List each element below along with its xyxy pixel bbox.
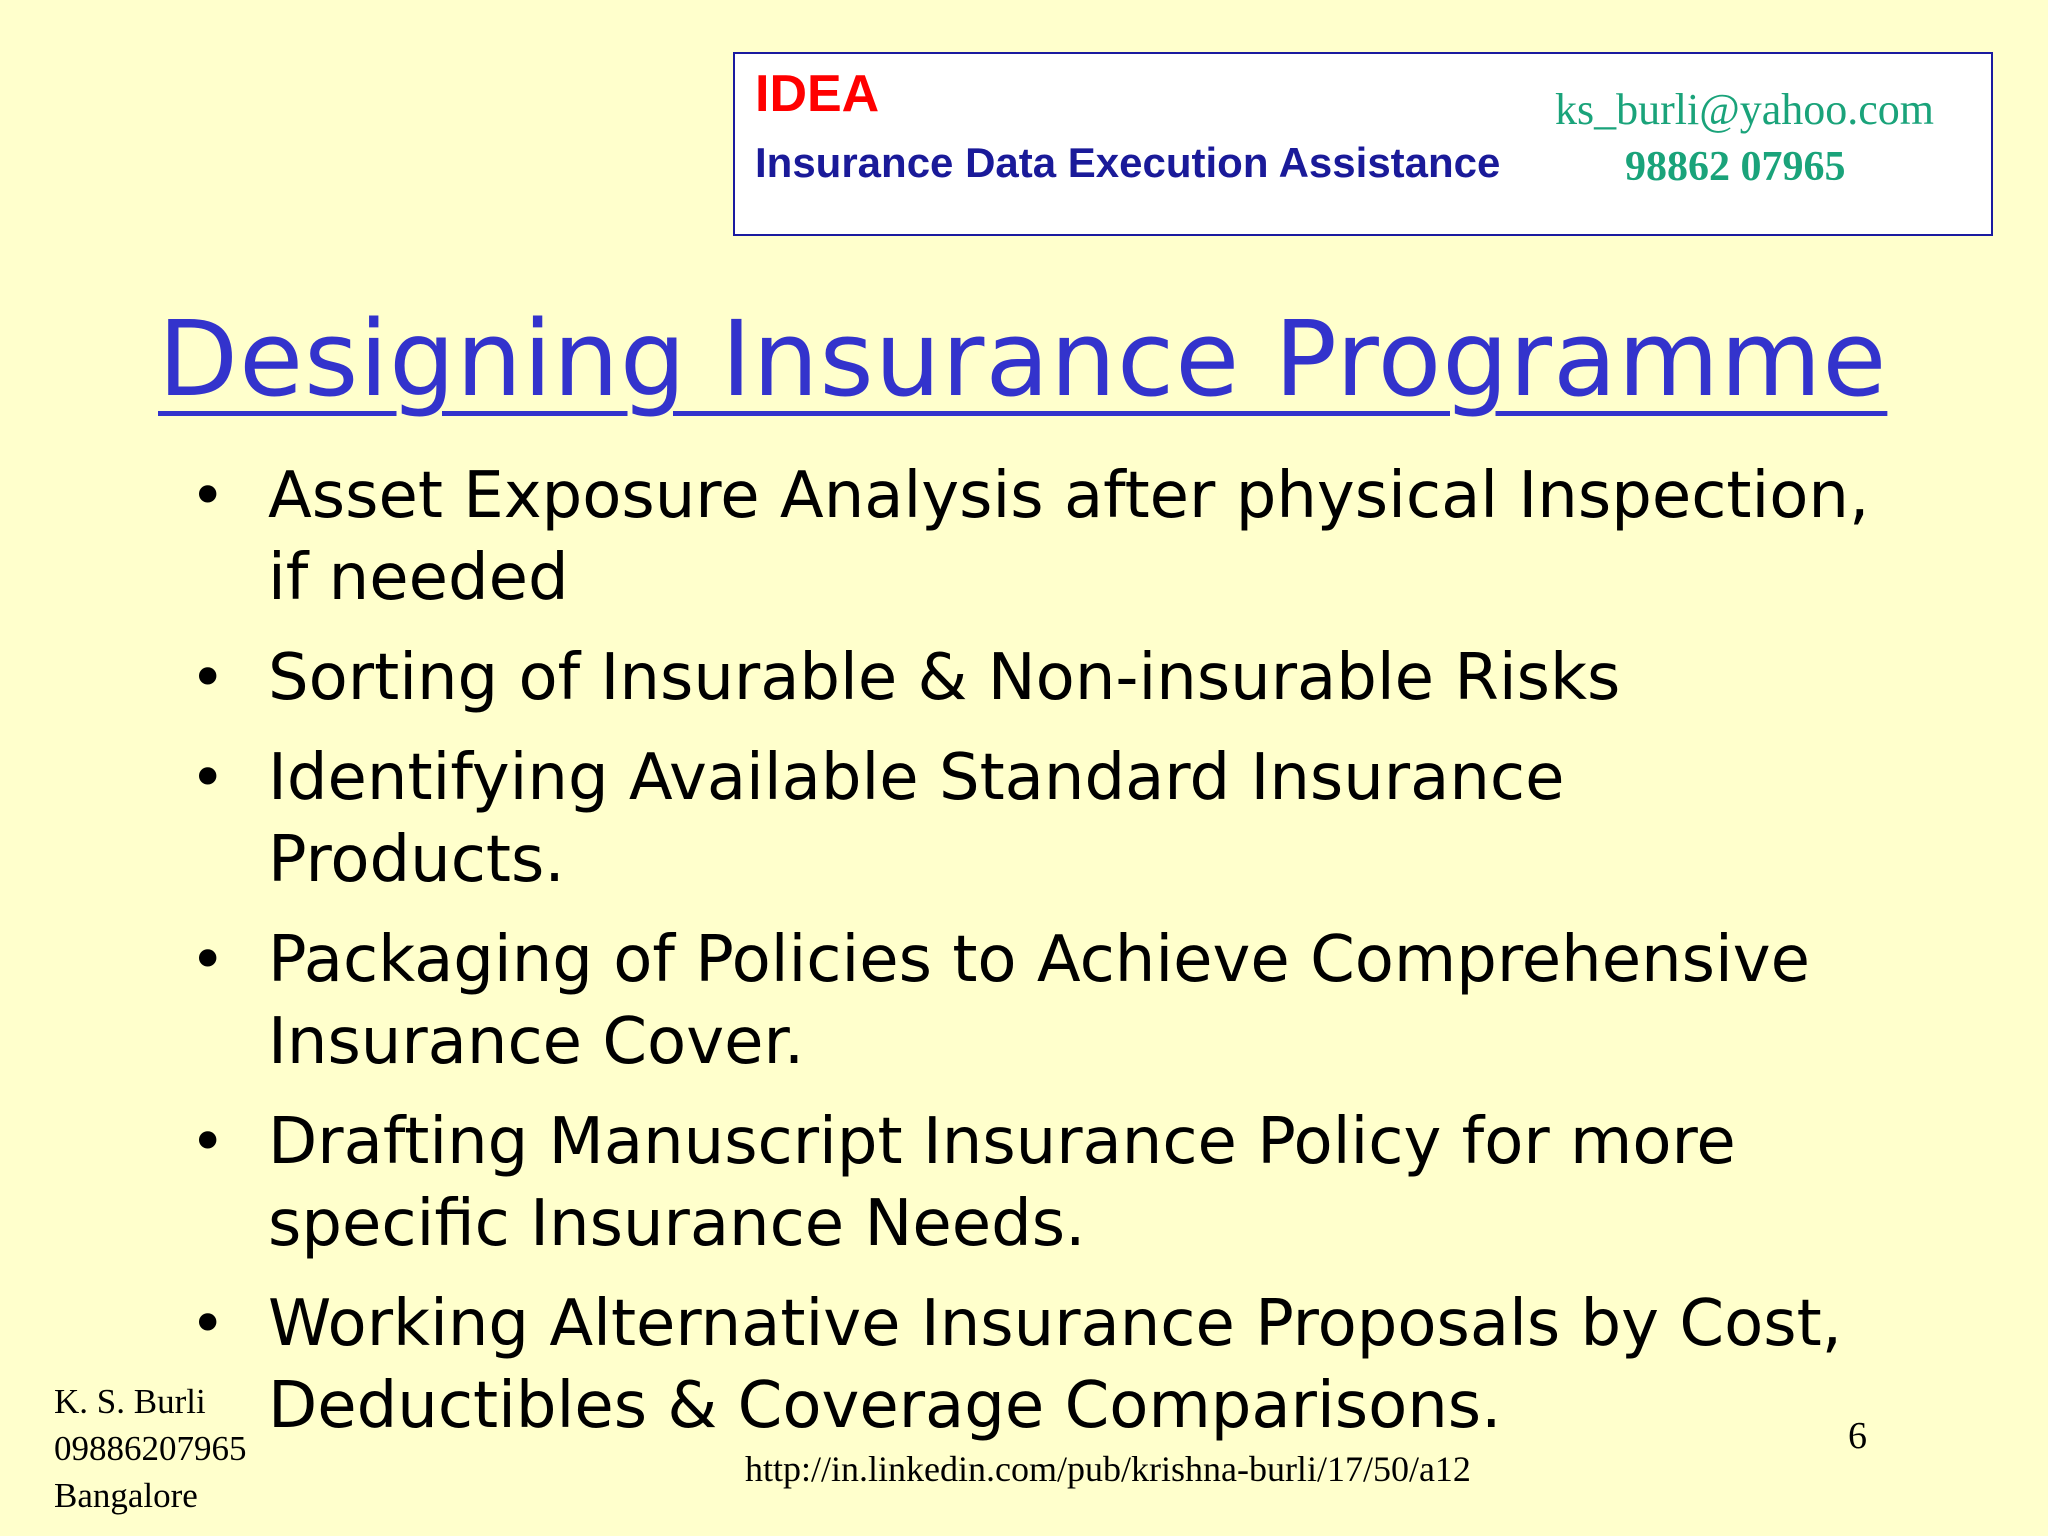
bullet-text: Working Alternative Insurance Proposals by Cost, Deductibles & Coverage Comparisons.	[268, 1287, 1842, 1443]
bullet-item	[190, 1283, 1880, 1447]
brand-tagline: Insurance Data Execution Assistance	[755, 139, 1501, 186]
bullet-item	[190, 919, 1880, 1083]
slide-title: Designing Insurance Programme	[158, 298, 1888, 420]
bullet-text: Drafting Manuscript Insurance Policy for more specific Insurance Needs.	[268, 1105, 1736, 1261]
bullet-item	[190, 455, 1880, 619]
contact-phone: 98862 07965	[1625, 144, 1846, 190]
bullet-text: Identifying Available Standard Insurance Products.	[268, 741, 1565, 897]
bullet-text: Sorting of Insurable & Non-insurable Risks	[268, 641, 1621, 715]
header-banner	[733, 52, 1993, 236]
bullet-list	[190, 455, 1880, 1465]
bullet-item	[190, 737, 1880, 901]
bullet-icon: •	[190, 461, 226, 531]
bullet-icon: •	[190, 925, 226, 995]
brand-name: IDEA	[755, 65, 880, 123]
bullet-icon: •	[190, 743, 226, 813]
author-name: K. S. Burli	[54, 1382, 206, 1421]
bullet-icon: •	[190, 643, 226, 713]
bullet-icon: •	[190, 1107, 226, 1177]
footer-url: http://in.linkedin.com/pub/krishna-burli/17/50/a12	[745, 1449, 1471, 1489]
footer-author-block	[54, 1378, 247, 1519]
contact-email: ks_burli@yahoo.com	[1555, 85, 1935, 134]
author-city: Bangalore	[54, 1476, 198, 1515]
page-number: 6	[1848, 1415, 1867, 1457]
bullet-item	[190, 637, 1880, 719]
bullet-item	[190, 1101, 1880, 1265]
bullet-text: Packaging of Policies to Achieve Comprehensive Insurance Cover.	[268, 923, 1811, 1079]
bullet-icon: •	[190, 1289, 226, 1359]
author-phone: 09886207965	[54, 1429, 247, 1468]
bullet-text: Asset Exposure Analysis after physical Inspection, if needed	[268, 459, 1870, 615]
